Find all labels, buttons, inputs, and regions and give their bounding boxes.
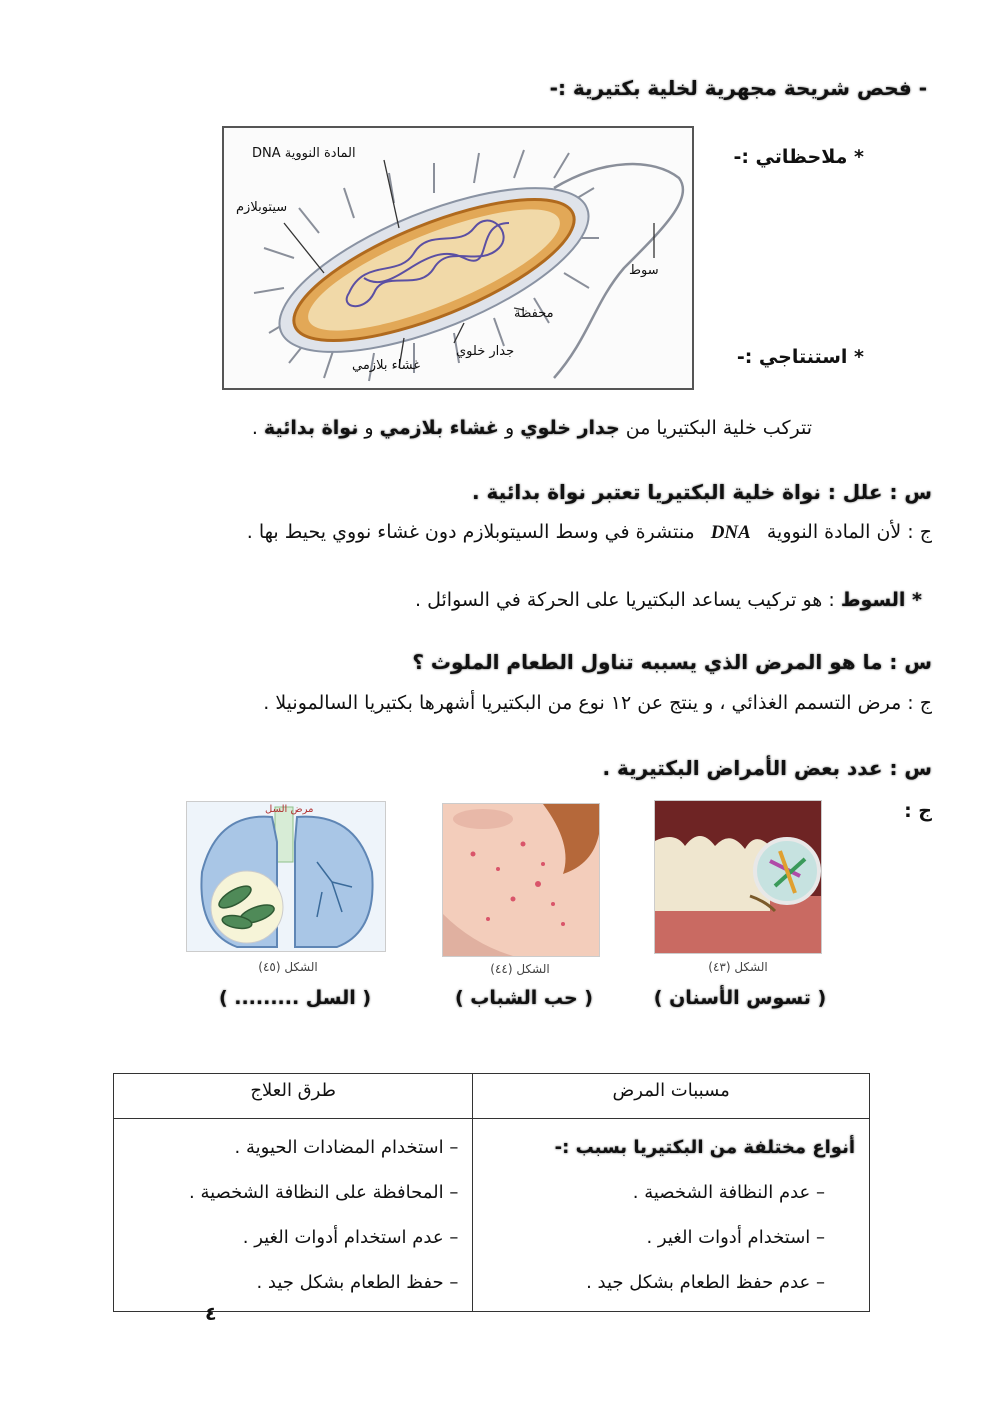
tooth-decay-photo	[655, 801, 821, 953]
label-dna: DNA المادة النووية	[252, 146, 356, 161]
answer-3-label: ج :	[904, 800, 932, 822]
treatment-item: – عدم استخدام أدوات الغير .	[242, 1227, 459, 1248]
conclusion-label: * استنتاجي :-	[736, 346, 864, 368]
conclusion-nucleus: نواة بدائية	[263, 417, 359, 439]
disease-table	[113, 1073, 870, 1312]
treatment-item: – حفظ الطعام بشكل جيد .	[256, 1272, 459, 1293]
conclusion-membrane: غشاء بلازمي	[379, 417, 499, 439]
label-flagellum: سوط	[629, 263, 659, 278]
conclusion-and-1: و	[504, 417, 515, 439]
tuberculosis-lungs-illustration	[187, 802, 385, 951]
answer-2: ج : مرض التسمم الغذائي ، و ينتج عن ١٢ نوع من البكتيريا أشهرها بكتيريا السالمونيلا .	[263, 692, 932, 714]
header-causes: مسببات المرض	[473, 1074, 870, 1119]
conclusion-suffix: .	[251, 417, 258, 439]
answer-1-suffix: منتشرة في وسط السيتوبلازم دون غشاء نووي يحيط بها .	[246, 521, 695, 543]
cause-item: – استخدام أدوات الغير .	[646, 1227, 825, 1248]
figure-acne	[442, 803, 600, 957]
answer-fig-43: ( تسوس الأسنان )	[653, 987, 827, 1009]
activity-title: - فحص شريحة مجهرية لخلية بكتيرية :-	[549, 76, 927, 100]
label-cell-wall: جدار خلوي	[456, 344, 515, 359]
label-cytoplasm: سيتوبلازم	[236, 200, 288, 215]
cause-item: – عدم النظافة الشخصية .	[632, 1182, 825, 1203]
question-1: س : علل : نواة خلية البكتيريا تعتبر نواة بدائية .	[471, 480, 932, 504]
caption-fig-44: الشكل (٤٤)	[490, 962, 550, 976]
answer-fig-45: ( السل ......... )	[218, 987, 372, 1009]
conclusion-and-2: و	[364, 417, 374, 439]
causes-intro: أنواع مختلفة من البكتيريا بسبب :-	[554, 1137, 855, 1158]
flagellum-term: * السوط	[840, 589, 922, 611]
figure-tooth-decay	[654, 800, 822, 954]
treatment-item: – المحافظة على النظافة الشخصية .	[189, 1182, 459, 1203]
answer-1-prefix: ج : لأن المادة النووية	[766, 521, 932, 543]
cause-item: – عدم حفظ الطعام بشكل جيد .	[586, 1272, 825, 1293]
answer-1	[247, 521, 932, 544]
header-treatments: طرق العلاج	[114, 1074, 473, 1119]
label-capsule: محفظة	[514, 306, 554, 321]
observations-label: * ملاحظاتي :-	[733, 146, 864, 168]
treatments-cell	[114, 1119, 473, 1312]
flagellum-definition	[415, 589, 922, 611]
question-2: س : ما هو المرض الذي يسببه تناول الطعام الملوث ؟	[412, 650, 932, 674]
caption-fig-43: الشكل (٤٣)	[708, 960, 768, 974]
conclusion-cell-wall: جدار خلوي	[520, 417, 620, 439]
answer-1-term: DNA	[710, 522, 751, 543]
flagellum-text: : هو تركيب يساعد البكتيريا على الحركة في السوائل .	[415, 589, 835, 611]
acne-face-photo	[443, 804, 599, 956]
conclusion-prefix: تتركب خلية البكتيريا من	[625, 417, 812, 439]
label-tb: مرض السل	[265, 804, 314, 815]
page-number: ٤	[205, 1303, 217, 1325]
table-row	[114, 1119, 870, 1312]
causes-cell	[473, 1119, 870, 1312]
figure-tuberculosis	[186, 801, 386, 952]
question-3: س : عدد بعض الأمراض البكتيرية .	[602, 756, 932, 780]
caption-fig-45: الشكل (٤٥)	[258, 960, 318, 974]
bacteria-diagram	[222, 126, 694, 390]
treatment-item: – استخدام المضادات الحيوية .	[234, 1137, 459, 1158]
conclusion-sentence	[252, 417, 812, 439]
table-header-row	[114, 1074, 870, 1119]
label-plasma-membrane: غشاء بلازمي	[352, 358, 421, 373]
answer-fig-44: ( حب الشباب )	[455, 987, 593, 1009]
